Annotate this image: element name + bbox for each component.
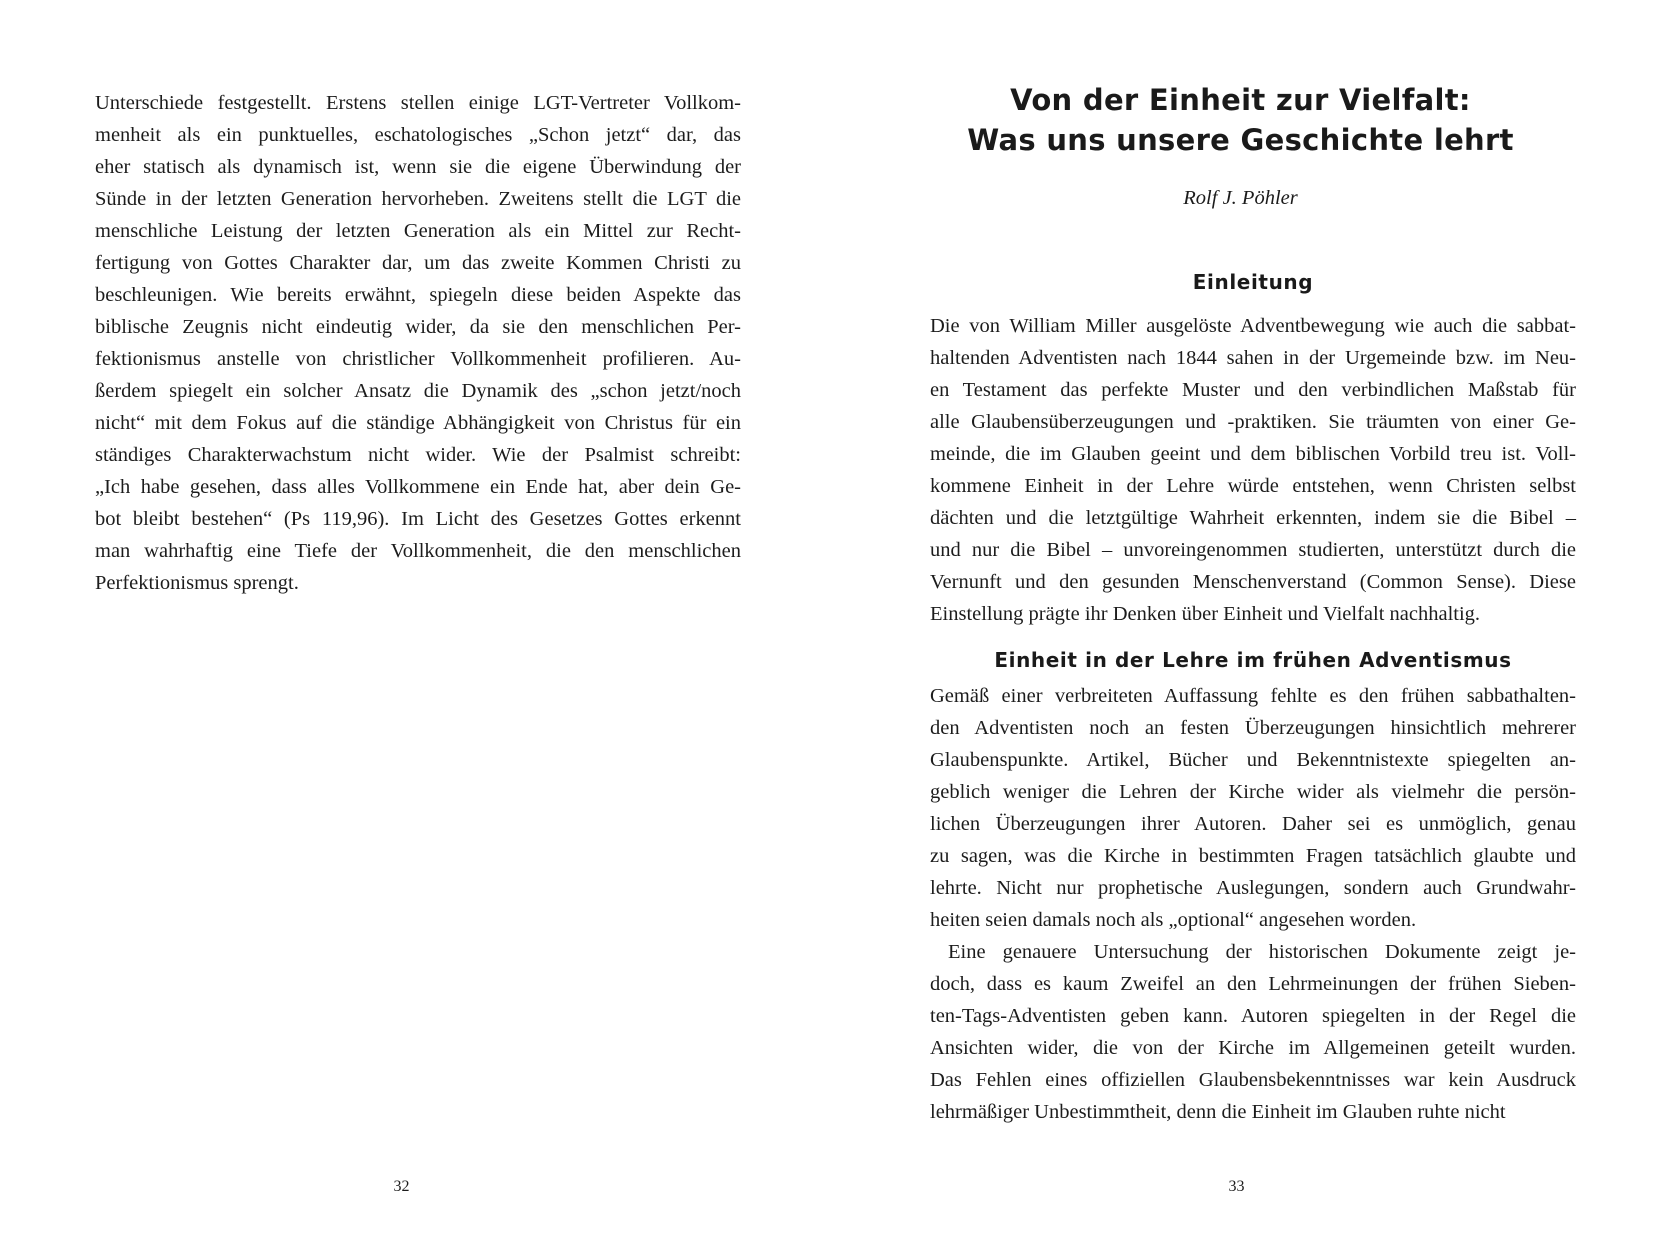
text-line: zu sagen, was die Kirche in bestimmten Fragen tatsächlich glaubte und [930,845,1576,867]
text-line: fertigung von Gottes Charakter dar, um das zweite Kommen Christi zu [95,252,741,274]
text-line: meinde, die im Glauben geeint und dem biblischen Vorbild treu ist. Voll- [930,443,1576,465]
chapter-title [827,80,1654,160]
text-line: dächten und die letztgültige Wahrheit erkennten, indem sie die Bibel – [930,507,1576,529]
text-line: bot bleibt bestehen“ (Ps 119,96). Im Licht des Gesetzes Gottes erkennt [95,508,741,530]
text-line: menschliche Leistung der letzten Generation als ein Mittel zur Recht- [95,220,741,242]
text-line: „Ich habe gesehen, dass alles Vollkommene ein Ende hat, aber dein Ge- [95,476,741,498]
text-line: Gemäß einer verbreiteten Auffassung fehlte es den frühen sabbathalten- [930,685,1576,707]
section-einleitung-paragraph [930,310,1576,630]
text-line: Ansichten wider, die von der Kirche im Allgemeinen geteilt wurden. [930,1037,1576,1059]
text-line: lehrte. Nicht nur prophetische Auslegungen, sondern auch Grundwahr- [930,877,1576,899]
text-line: Die von William Miller ausgelöste Adventbewegung wie auch die sabbat- [930,315,1576,337]
text-line: Unterschiede festgestellt. Erstens stellen einige LGT-Vertreter Vollkom- [95,92,741,114]
text-line: Perfektionismus sprengt. [95,572,299,594]
section-einheit-paragraph-2 [930,936,1576,1128]
page-number-right: 33 [1228,1178,1245,1195]
section-heading-einheit: Einheit in der Lehre im frühen Adventismus [994,648,1512,672]
text-line: Das Fehlen eines offiziellen Glaubensbekenntnisses war kein Ausdruck [930,1069,1576,1091]
page-number-left: 32 [393,1178,410,1195]
text-line: Eine genauere Untersuchung der historischen Dokumente zeigt je- [948,941,1576,963]
text-line: Sünde in der letzten Generation hervorheben. Zweitens stellt die LGT die [95,188,741,210]
text-line: biblische Zeugnis nicht eindeutig wider, da sie den menschlichen Per- [95,316,741,338]
text-line: lichen Überzeugungen ihrer Autoren. Daher sei es unmöglich, genau [930,813,1576,835]
right-page [827,0,1654,1240]
text-line: ständiges Charakterwachstum nicht wider. Wie der Psalmist schreibt: [95,444,741,466]
text-line: alle Glaubensüberzeugungen und -praktiken. Sie träumten von einer Ge- [930,411,1576,433]
text-line: und nur die Bibel – unvoreingenommen studierten, unterstützt durch die [930,539,1576,561]
text-line: eher statisch als dynamisch ist, wenn sie die eigene Überwindung der [95,156,741,178]
text-line: menheit als ein punktuelles, eschatologisches „Schon jetzt“ dar, das [95,124,741,146]
text-line: beschleunigen. Wie bereits erwähnt, spiegeln diese beiden Aspekte das [95,284,741,306]
section-einheit-paragraph-1 [930,680,1576,936]
text-line: Einstellung prägte ihr Denken über Einheit und Vielfalt nachhaltig. [930,603,1481,625]
text-line: Vernunft und den gesunden Menschenverstand (Common Sense). Diese [930,571,1576,593]
right-page-body: Einleitung Die von William Miller ausgelöste Adventbewegung wie auch die sabbat- haltenden Adventisten nach 1844 sahen in der Urgemeinde bzw. im Neu- en Testament das perfekte Muster und den verbindlichen Maßstab für alle Glaubensüberzeugungen und -praktiken. Sie träumten von einer Ge- meinde, die im Glauben geeint und dem biblischen Vorbild treu ist. Voll- kommene Einheit in der Lehre würde entstehen, wenn Christen selbst dächten und die letztgültige Wahrheit erkennten, indem sie die Bibel – und nur die Bibel – unvoreingenommen studierten, unterstützt durch die Vernunft und den gesunden Menschenverstand (Common Sense). Diese Einstellung prägte ihr Denken über Einheit und Vielfalt nachhaltig. Einheit in der Lehre im frühen Adventismus Gemäß einer verbreiteten Auffassung fehlte es den frühen sabbathalten- den Adventisten noch an festen Überzeugungen hinsichtlich mehrerer Glaubenspunkte. Artikel, Bücher und Bekenntnistexte spiegelten an- geblich weniger die Lehren der Kirche wider als vielmehr die persön- lichen Überzeugungen ihrer Autoren. Daher sei es unmöglich, genau zu sagen, was die Kirche in bestimmten Fragen tatsächlich glaubte und lehrte. Nicht nur prophetische Auslegungen, sondern auch Grundwahr- heiten seien damals noch als „optional“ angesehen worden. Eine genauere Untersuchung der historischen Dokumente zeigt je- doch, dass es kaum Zweifel an den Lehrmeinungen der frühen Sieben- ten-Tags-Adventisten geben kann. Autoren spiegelten in der Regel die Ansichten wider, die von der Kirche im Allgemeinen geteilt wurden. Das Fehlen eines offiziellen Glaubensbekenntnisses war kein Ausdruck lehrmäßiger Unbestimmtheit, denn die Einheit im Glauben ruhte nicht [930,310,1576,1128]
text-line: fektionismus anstelle von christlicher Vollkommenheit profilieren. Au- [95,348,741,370]
text-line: ten-Tags-Adventisten geben kann. Autoren spiegelten in der Regel die [930,1005,1576,1027]
text-line: kommene Einheit in der Lehre würde entstehen, wenn Christen selbst [930,475,1576,497]
text-line: nicht“ mit dem Fokus auf die ständige Abhängigkeit von Christus für ein [95,412,741,434]
chapter-title-line-2: Was uns unsere Geschichte lehrt [967,123,1514,157]
text-line: ßerdem spiegelt ein solcher Ansatz die Dynamik des „schon jetzt/noch [95,380,741,402]
text-line: den Adventisten noch an festen Überzeugungen hinsichtlich mehrerer [930,717,1576,739]
text-line: doch, dass es kaum Zweifel an den Lehrmeinungen der frühen Sieben- [930,973,1576,995]
text-line: haltenden Adventisten nach 1844 sahen in der Urgemeinde bzw. im Neu- [930,347,1576,369]
text-line: heiten seien damals noch als „optional“ angesehen worden. [930,909,1417,931]
text-line: Glaubenspunkte. Artikel, Bücher und Bekenntnistexte spiegelten an- [930,749,1576,771]
chapter-title-line-1: Von der Einheit zur Vielfalt: [1010,83,1471,117]
text-line: lehrmäßiger Unbestimmtheit, denn die Einheit im Glauben ruhte nicht [930,1101,1506,1123]
left-page-body [95,87,741,599]
text-line: man wahrhaftig eine Tiefe der Vollkommenheit, die den menschlichen [95,540,741,562]
text-line: en Testament das perfekte Muster und den verbindlichen Maßstab für [930,379,1576,401]
author-name: Rolf J. Pöhler [1183,187,1298,209]
text-line: geblich weniger die Lehren der Kirche wider als vielmehr die persön- [930,781,1576,803]
